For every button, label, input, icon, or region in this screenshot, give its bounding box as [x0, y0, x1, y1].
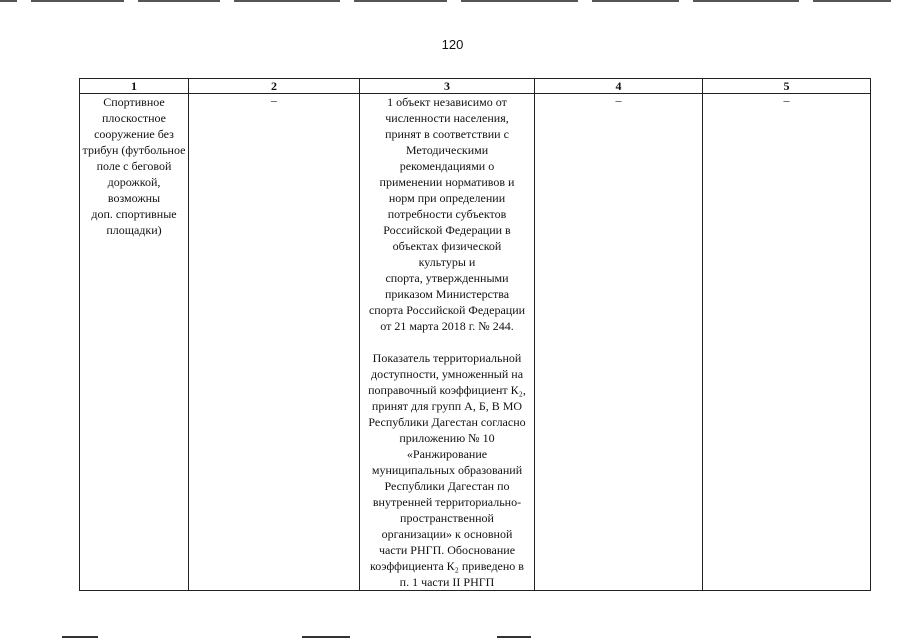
justification-part-2: Показатель территориальной доступности, умноженный на поправочный коэффициент К₂, принят для групп А, Б, В МО Республики Дагестан согласно приложению № 10 «Ранжирование муниципальных образований Республики Дагестан по внутренней территориально- пространственной организации» к основной части РНГП. Обоснование коэффициента К₂ приведено в п. 1 части II РНГП [368, 351, 526, 589]
facility-name: Спортивное плоскостное сооружение без трибун (футбольное поле с беговой дорожкой, возможны доп. спортивные площадки) [82, 95, 186, 237]
page-number: 120 [441, 37, 464, 52]
bottom-edge-rule-1 [62, 636, 98, 638]
paragraph-spacer [362, 334, 532, 350]
header-col-1: 1 [80, 79, 189, 94]
col4-cell [535, 94, 703, 591]
document-table [79, 78, 871, 591]
header-col-4: 4 [535, 79, 703, 94]
header-row [80, 79, 871, 94]
bottom-edge-rule-3 [497, 636, 531, 638]
table-row [80, 94, 871, 591]
facility-name-cell [80, 94, 189, 591]
col4-dash: – [615, 93, 622, 107]
bottom-edge-rule-2 [302, 636, 350, 638]
header-col-3: 3 [360, 79, 535, 94]
col2-dash: – [271, 93, 277, 107]
header-col-5: 5 [703, 79, 871, 94]
col2-cell [189, 94, 360, 591]
top-edge-rule [0, 0, 905, 2]
header-col-2: 2 [189, 79, 360, 94]
justification-cell [360, 94, 535, 591]
col5-cell [703, 94, 871, 591]
justification-part-1: 1 объект независимо от численности населения, принят в соответствии с Методическими рекомендациями о применении нормативов и норм при определении потребности субъектов Российской Федерации в объектах физической культуры и спорта, утвержденными приказом Министерства спорта Российской Федерации от 21 марта 2018 г. № 244. [368, 95, 526, 333]
col5-dash: – [783, 93, 790, 107]
